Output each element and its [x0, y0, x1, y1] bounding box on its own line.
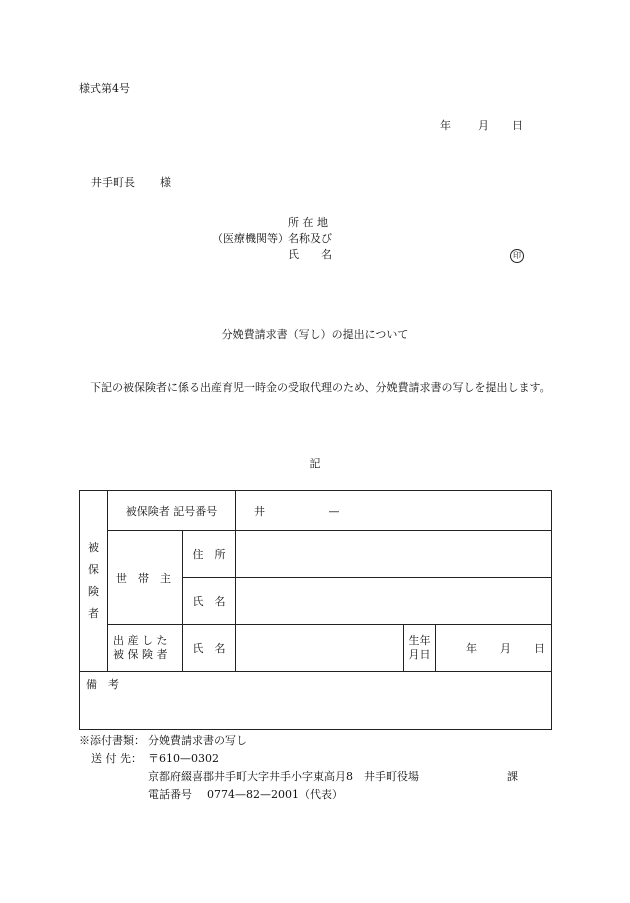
document-title: 分娩費請求書（写し）の提出について	[221, 328, 409, 341]
symbol-prefix: 井	[254, 504, 265, 518]
addressee-honorific: 様	[160, 176, 171, 189]
applicant-name-label: 名称及び	[288, 232, 332, 245]
insured-char-2: 保	[88, 563, 99, 576]
householder-name-label: 氏 名	[183, 578, 236, 625]
ki-heading: 記	[309, 457, 321, 470]
householder-name-field[interactable]	[236, 578, 552, 625]
seal-icon: 印	[510, 249, 524, 263]
remarks-field[interactable]	[80, 672, 552, 730]
birth-person-label-cell	[108, 625, 183, 672]
birth-month-label: 月	[500, 642, 511, 655]
birth-date-label-2: 月日	[408, 648, 431, 661]
birth-person-name-field[interactable]	[236, 625, 404, 672]
householder-address-field[interactable]	[236, 531, 552, 578]
insured-char-1: 被	[88, 541, 99, 554]
send-to-label: 送 付 先：	[91, 752, 142, 765]
dept-label: 課	[507, 770, 518, 783]
body-text: 下記の被保険者に係る出産育児一時金の受取代理のため、分娩費請求書の写しを提出します。	[90, 381, 551, 394]
symbol-dash: —	[328, 504, 340, 518]
phone-number: 0774—82—2001（代表）	[207, 788, 343, 801]
insured-char-3: 険	[88, 585, 99, 598]
date-day-label: 日	[512, 119, 523, 132]
insured-table	[79, 490, 552, 730]
date-month-label: 月	[478, 119, 489, 132]
applicant-person-label: 氏 名	[288, 248, 332, 261]
date-year-label: 年	[440, 119, 451, 132]
householder-label-cell	[108, 531, 183, 625]
attachments-label: ※添付書類：	[79, 734, 145, 747]
birth-day-label: 日	[534, 642, 545, 655]
phone-label: 電話番号	[148, 788, 192, 801]
birth-person-label-2: 被 保 険 者	[113, 648, 168, 661]
birth-year-label: 年	[466, 642, 477, 655]
birth-date-label-1: 生年	[408, 634, 431, 647]
birth-date-field[interactable]	[436, 625, 552, 672]
birth-person-label-1: 出 産 し た	[113, 634, 168, 647]
symbol-number-field[interactable]	[236, 491, 552, 531]
birth-person-name-label: 氏 名	[183, 625, 236, 672]
form-number: 様式第4号	[79, 82, 130, 95]
seal-mark	[510, 248, 524, 263]
send-address: 京都府綴喜郡井手町大字井手小字東高月8 井手町役場	[148, 770, 419, 783]
postal-code: 〒610—0302	[148, 752, 219, 765]
applicant-type-label: （医療機関等）	[212, 232, 289, 245]
addressee-name: 井手町長	[91, 176, 135, 189]
attachments-value: 分娩費請求書の写し	[148, 734, 247, 747]
householder-address-label: 住 所	[183, 531, 236, 578]
householder-label: 世 帯 主	[116, 571, 171, 585]
symbol-number-label: 被保険者 記号番号	[108, 491, 236, 531]
remarks-label: 備 考	[86, 678, 119, 691]
insured-char-4: 者	[88, 607, 99, 620]
insured-header-cell	[80, 491, 108, 672]
applicant-address-label: 所 在 地	[288, 216, 328, 229]
birth-date-label-cell	[404, 625, 436, 672]
